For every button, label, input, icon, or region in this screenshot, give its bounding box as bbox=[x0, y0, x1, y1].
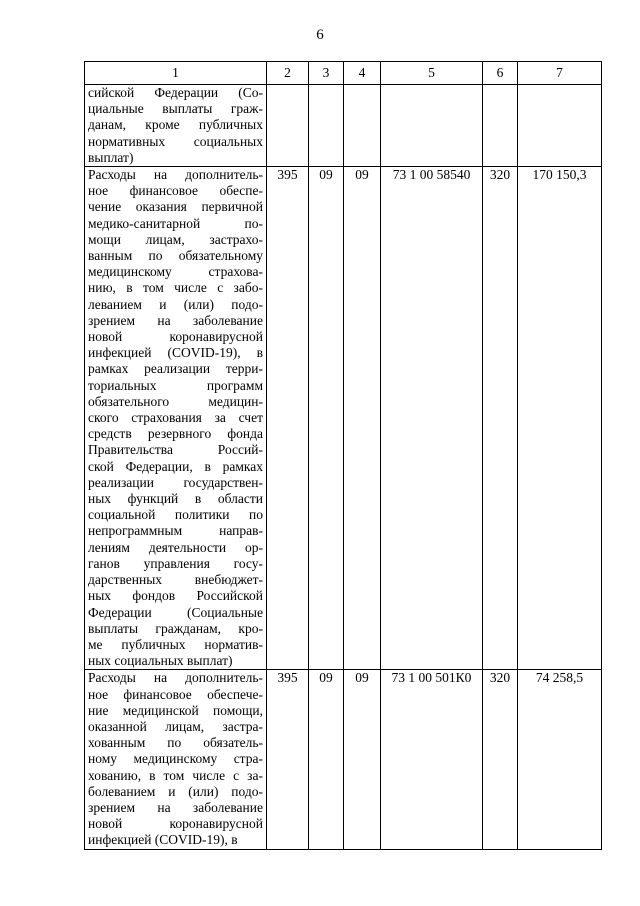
description-line: Федерации (Социальные bbox=[88, 604, 263, 620]
column-header: 3 bbox=[309, 62, 344, 85]
budget-table bbox=[84, 61, 602, 850]
description-line: рамках реализации терри- bbox=[88, 361, 263, 377]
cell-expense-type bbox=[483, 85, 518, 167]
description-line: Расходы на дополнитель- bbox=[88, 167, 263, 183]
description-line: данам, кроме публичных bbox=[88, 117, 263, 133]
description-line: сийской Федерации (Со- bbox=[88, 85, 263, 100]
page-number: 6 bbox=[316, 27, 324, 43]
cell-target-article bbox=[381, 85, 483, 167]
table-row bbox=[85, 167, 602, 670]
description-line: ное финансовое обеспе- bbox=[88, 183, 263, 199]
description-line: чение оказания первичной bbox=[88, 199, 263, 215]
cell-expense-type: 320 bbox=[483, 670, 518, 849]
description-line: реализации государствен- bbox=[88, 474, 263, 490]
cell-subsection: 09 bbox=[344, 670, 381, 849]
column-header: 7 bbox=[518, 62, 602, 85]
description-line: ториальных программ bbox=[88, 377, 263, 393]
column-header: 4 bbox=[344, 62, 381, 85]
cell-section: 09 bbox=[309, 670, 344, 849]
row-description bbox=[85, 85, 267, 167]
description-line: новой коронавирусной bbox=[88, 329, 263, 345]
description-line: ных фондов Российской bbox=[88, 588, 263, 604]
description-line: выплат) bbox=[88, 149, 134, 165]
description-line: хованию, в том числе с за- bbox=[88, 767, 263, 783]
description-line: ме публичных норматив- bbox=[88, 636, 263, 652]
table-row bbox=[85, 85, 602, 167]
description-line: ному медицинскому стра- bbox=[88, 751, 263, 767]
description-line: ванным по обязательному bbox=[88, 248, 263, 264]
description-line: медико-санитарной по- bbox=[88, 215, 263, 231]
description-line: оказанной лицам, застра- bbox=[88, 718, 263, 734]
description-line: медицинскому страхова- bbox=[88, 264, 263, 280]
cell-expense-type: 320 bbox=[483, 167, 518, 670]
description-line: ской Федерации, в рамках bbox=[88, 458, 263, 474]
column-header: 6 bbox=[483, 62, 518, 85]
description-line: непрограммным направ- bbox=[88, 523, 263, 539]
column-header: 2 bbox=[267, 62, 309, 85]
cell-target-article: 73 1 00 58540 bbox=[381, 167, 483, 670]
description-line: ганов управления госу- bbox=[88, 555, 263, 571]
description-line: Расходы на дополнитель- bbox=[88, 670, 263, 686]
column-header: 5 bbox=[381, 62, 483, 85]
description-line: нию, в том числе с забо- bbox=[88, 280, 263, 296]
description-line: выплаты гражданам, кро- bbox=[88, 620, 263, 636]
description-line: социальной политики по bbox=[88, 507, 263, 523]
description-line: циальные выплаты граж- bbox=[88, 101, 263, 117]
cell-subsection: 09 bbox=[344, 167, 381, 670]
description-line: инфекцией (COVID-19), в bbox=[88, 345, 263, 361]
description-line: зрением на заболевание bbox=[88, 799, 263, 815]
description-line: хованным по обязатель- bbox=[88, 735, 263, 751]
description-line: болеванием и (или) подо- bbox=[88, 783, 263, 799]
description-line: лениям деятельности ор- bbox=[88, 539, 263, 555]
description-line: инфекцией (COVID-19), в bbox=[88, 832, 238, 848]
cell-amount: 74 258,5 bbox=[518, 670, 602, 849]
description-line: леванием и (или) подо- bbox=[88, 296, 263, 312]
description-line: ное финансовое обеспече- bbox=[88, 686, 263, 702]
cell-ministry-code: 395 bbox=[267, 167, 309, 670]
description-line: ных социальных выплат) bbox=[88, 653, 233, 669]
description-line: ных функций в области bbox=[88, 491, 263, 507]
description-line: новой коронавирусной bbox=[88, 816, 263, 832]
row-description bbox=[85, 670, 267, 849]
cell-ministry-code: 395 bbox=[267, 670, 309, 849]
description-line: мощи лицам, застрахо- bbox=[88, 231, 263, 247]
cell-target-article: 73 1 00 501К0 bbox=[381, 670, 483, 849]
description-line: Правительства Россий- bbox=[88, 442, 263, 458]
cell-amount bbox=[518, 85, 602, 167]
description-line: обязательного медицин- bbox=[88, 393, 263, 409]
description-line: ского страхования за счет bbox=[88, 410, 263, 426]
description-line: дарственных внебюджет- bbox=[88, 572, 263, 588]
cell-section: 09 bbox=[309, 167, 344, 670]
cell-ministry-code bbox=[267, 85, 309, 167]
cell-subsection bbox=[344, 85, 381, 167]
cell-section bbox=[309, 85, 344, 167]
description-line: средств резервного фонда bbox=[88, 426, 263, 442]
row-description bbox=[85, 167, 267, 670]
table-row bbox=[85, 670, 602, 849]
table-header-row bbox=[85, 62, 602, 85]
description-line: нормативных социальных bbox=[88, 133, 263, 149]
description-line: ние медицинской помощи, bbox=[88, 702, 263, 718]
cell-amount: 170 150,3 bbox=[518, 167, 602, 670]
description-line: зрением на заболевание bbox=[88, 312, 263, 328]
column-header: 1 bbox=[85, 62, 267, 85]
